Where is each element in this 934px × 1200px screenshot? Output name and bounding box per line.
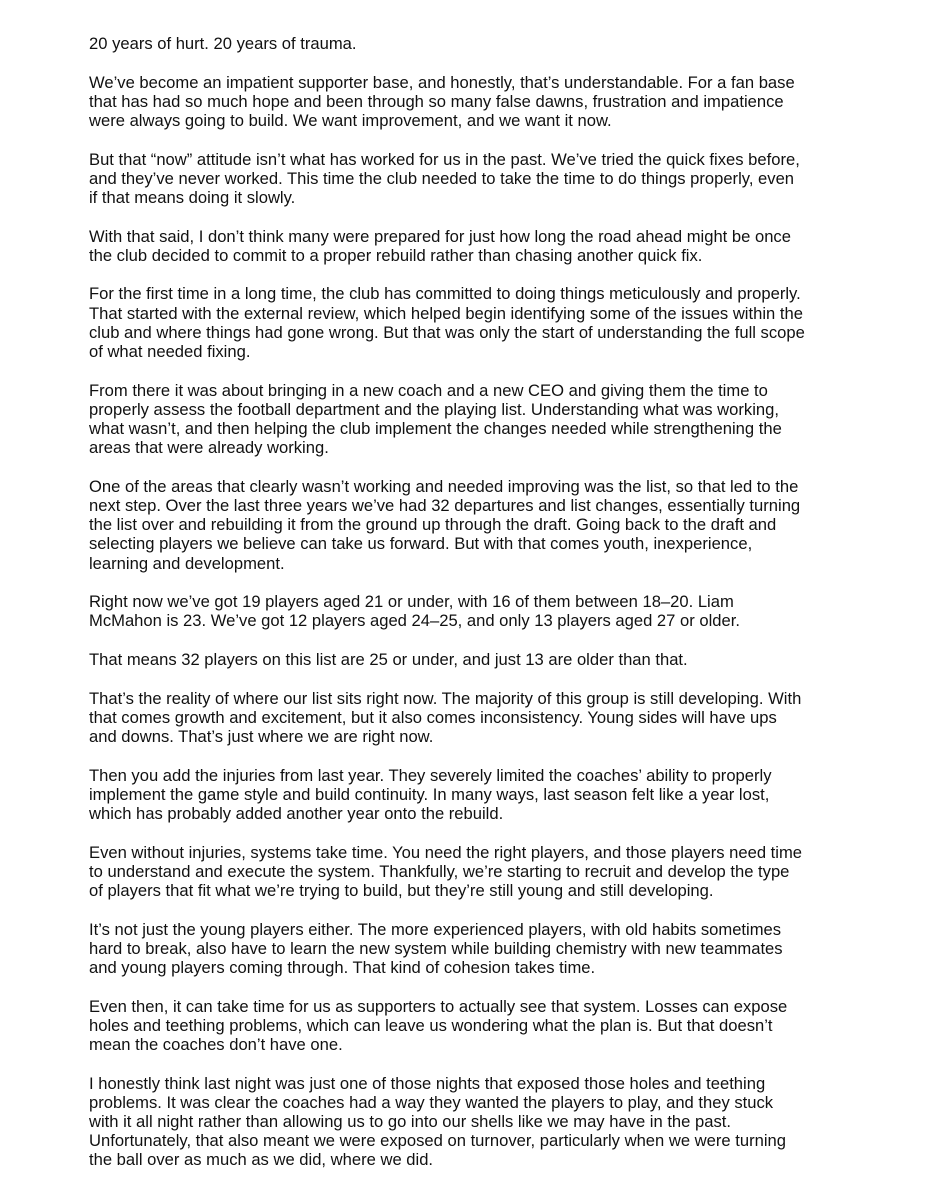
paragraph-11: Then you add the injuries from last year. They severely limited the coaches’ ability to properly implement the game style and build continuity. In many ways, last season felt like a year lost, which has probably added another year onto the rebuild. xyxy=(89,765,772,823)
paragraph-5: For the first time in a long time, the club has committed to doing things meticulously and properly. That started with the external review, which helped begin identifying some of the issues within the club and where things had gone wrong. But that was only the start of understanding the full scope of what needed fixing. xyxy=(89,284,805,361)
paragraph-1: 20 years of hurt. 20 years of trauma. xyxy=(89,34,357,53)
paragraph-14: Even then, it can take time for us as supporters to actually see that system. Losses can expose holes and teething problems, which can leave us wondering what the plan is. But that doesn’t mean the coaches don’t have one. xyxy=(89,996,788,1054)
paragraph-3: But that “now” attitude isn’t what has worked for us in the past. We’ve tried the quick fixes before, and they’ve never worked. This time the club needed to take the time to do things properly, even if that means doing it slowly. xyxy=(89,149,800,207)
paragraph-7: One of the areas that clearly wasn’t working and needed improving was the list, so that led to the next step. Over the last three years we’ve had 32 departures and list changes, essentially turning the list over and rebuilding it from the ground up through the draft. Going back to the draft and selecting players we believe can take us forward. But with that comes youth, inexperience, learning and development. xyxy=(89,476,801,573)
paragraph-13: It’s not just the young players either. The more experienced players, with old habits sometimes hard to break, also have to learn the new system while building chemistry with new teammates and young players coming through. That kind of cohesion takes time. xyxy=(89,919,783,977)
paragraph-6: From there it was about bringing in a new coach and a new CEO and giving them the time to properly assess the football department and the playing list. Understanding what was working, what wasn’t, and then helping the club implement the changes needed while strengthening the areas that were already working. xyxy=(89,380,782,458)
paragraph-12: Even without injuries, systems take time. You need the right players, and those players need time to understand and execute the system. Thankfully, we’re starting to recruit and develop the type of players that fit what we’re trying to build, but they’re still young and still developing. xyxy=(89,842,803,900)
paragraph-8: Right now we’ve got 19 players aged 21 or under, with 16 of them between 18–20. Liam McMahon is 23. We’ve got 12 players aged 24–25, and only 13 players aged 27 or older. xyxy=(89,592,740,631)
paragraph-9: That means 32 players on this list are 25 or under, and just 13 are older than that. xyxy=(89,650,688,669)
paragraph-4: With that said, I don’t think many were prepared for just how long the road ahead might be once the club decided to commit to a proper rebuild rather than chasing another quick fix. xyxy=(89,226,791,265)
paragraph-2: We’ve become an impatient supporter base, and honestly, that’s understandable. For a fan base that has had so much hope and been through so many false dawns, frustration and impatience were always going to build. We want improvement, and we want it now. xyxy=(89,72,795,130)
paragraph-15: I honestly think last night was just one of those nights that exposed those holes and teething problems. It was clear the coaches had a way they wanted the players to play, and they stuck with it all night rather than allowing us to go into our shells like we may have in the past. Unfortunately, that also meant we were exposed on turnover, particularly when we were turning the ball over as much as we did, where we did. xyxy=(89,1073,787,1170)
paragraph-10: That’s the reality of where our list sits right now. The majority of this group is still developing. With that comes growth and excitement, but it also comes inconsistency. Young sides will have ups and downs. That’s just where we are right now. xyxy=(89,688,802,746)
